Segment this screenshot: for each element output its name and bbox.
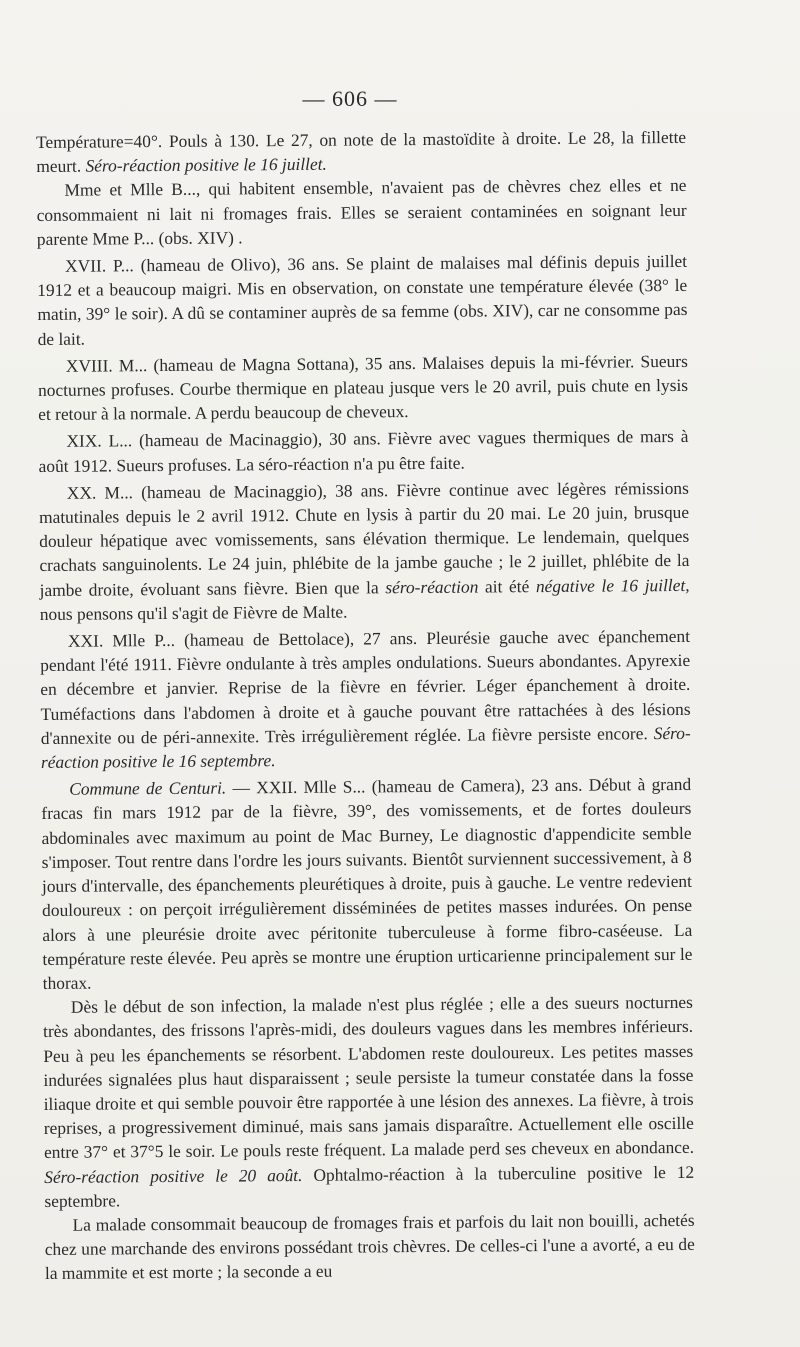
paragraph (38, 349, 689, 427)
paragraph-text: XIX. L... (hameau de Macinaggio), 30 ans. Fièvre avec vagues thermiques de mars à août 1912. Sueurs profuses. La séro-réaction n'a pu être faite. (38, 426, 689, 476)
paragraph-text: XX. M... (hameau de Macinaggio), 38 ans. Fièvre continue avec légères rémissions matutinales depuis le 2 avril 1912. Chute en lysis à partir du 20 mai. Le 20 juin, brusque douleur hépatique avec vomissements, sans élévation thermique. Le lendemain, quelques crachats sanguinolents. Le 24 juin, phlébite de la jambe gauche ; le 2 juillet, phlébite de la jambe droite, évoluant sans fièvre. Bien que la (38, 477, 690, 600)
paragraph (41, 772, 693, 995)
paragraph-text: La malade consommait beaucoup de fromages frais et parfois du lait non bouilli, achetés chez une marchande des environs possédant trois chèvres. De celles-ci l'une a avorté, a eu de la mammite et est morte ; la seconde a eu (44, 1209, 695, 1284)
paragraph-text: XXI. Mlle P... (hameau de Bettolace), 27 ans. Pleurésie gauche avec épanchement pendant l'été 1911. Fièvre ondulante à très amples ondulations. Sueurs abondantes. Apyrexie en décembre et janvier. Reprise de la fièvre en février. Léger épanchement à droite. Tuméfactions dans l'abdomen à droite et à gauche pouvant être rattachées à des lésions d'annexite ou de péri-annexite. Très irrégulièrement réglée. La fièvre persiste encore. (40, 625, 691, 748)
paragraph-text: Température=40°. Pouls à 130. Le 27, on note de la mastoïdite à droite. Le 28, la fillette meurt. (36, 126, 687, 177)
paragraph (36, 173, 687, 251)
italic-text: négative le 16 juillet, (535, 574, 690, 596)
paragraph (39, 476, 690, 626)
paragraph-text: XVIII. M... (hameau de Magna Sottana), 35 ans. Malaises depuis la mi-février. Sueurs nocturnes profuses. Courbe thermique en plateau jusque vers le 20 avril, puis chute en lysis et retour à la normale. A perdu beaucoup de cheveux. (37, 350, 689, 425)
body-text (36, 125, 695, 1286)
page-number: — 606 — (302, 86, 398, 111)
italic-text: Commune de Centuri. (69, 777, 227, 800)
paragraph-text: Ophtalmo-réaction à la tuberculine positive le 12 septembre. (44, 1161, 695, 1211)
paragraph (45, 1208, 696, 1286)
paragraph-text: Dès le début de son infection, la malade n'est plus réglée ; elle a des sueurs nocturnes très abondantes, des frissons l'après-midi, des douleurs vagues dans les membres inférieurs. Peu à peu les épanchements se résorbent. L'abdomen reste douloureux. Les petites masses indurées signalées plus haut disparaissent ; seule persiste la tumeur constatée dans la fosse iliaque droite et qui semble pouvoir être rapportée à une lésion des annexes. La fièvre, à trois reprises, a progressivement diminué, mais sans jamais disparaître. Actuellement elle oscille entre 37° et 37°5 le soir. Le pouls reste fréquent. La malade perd ses cheveux en abondance. (43, 991, 695, 1163)
paragraph (38, 424, 688, 478)
paragraph (40, 624, 691, 774)
paragraph (36, 125, 686, 179)
italic-text: Séro-réaction positive le 16 septembre. (40, 722, 691, 773)
italic-text: séro-réaction (385, 576, 479, 597)
paragraph (43, 990, 695, 1213)
paragraph-text: XVII. P... (hameau de Olivo), 36 ans. Se plaint de malaises mal définis depuis juillet 1912 et a beaucoup maigri. Mis en observation, on constate une température élevée (38° le matin, 39° le soir). A dû se contaminer auprès de sa femme (obs. XIV), car ne consomme pas de lait. (37, 250, 688, 349)
paragraph-text: Mme et Mlle B..., qui habitent ensemble, n'avaient pas de chèvres chez elles et ne consommaient ni lait ni fromages frais. Elles se seraient contaminées en soignant leur parente Mme P... (obs. XIV) . (36, 175, 687, 249)
paragraph-text: nous pensons qu'il s'agit de Fièvre de Malte. (39, 601, 348, 624)
paragraph (37, 249, 688, 351)
paragraph-text: — XXII. Mlle S... (hameau de Camera), 23 ans. Début à grand fracas fin mars 1912 par de la fièvre, 39°, des vomissements, et de fortes douleurs abdominales avec maximum au point de Mac Burney, Le diagnostic d'appendicite semble s'imposer. Tout rentre dans l'ordre les jours suivants. Bientôt surviennent successivement, à 8 jours d'intervalle, des épanchements pleurétiques à droite, puis à gauche. Le ventre redevient douloureux : on perçoit irrégulièrement disséminées de petites masses indurées. On pense alors à une pleurésie droite avec péritonite tuberculeuse à forme fibro-caséeuse. La température reste élevée. Peu après se montre une éruption urticarienne principalement sur le thorax. (41, 774, 693, 993)
italic-text: Séro-réaction positive le 20 août. (44, 1164, 303, 1187)
paragraph-text: ait été (478, 575, 537, 597)
italic-text: Séro-réaction positive le 16 juillet. (85, 153, 327, 176)
